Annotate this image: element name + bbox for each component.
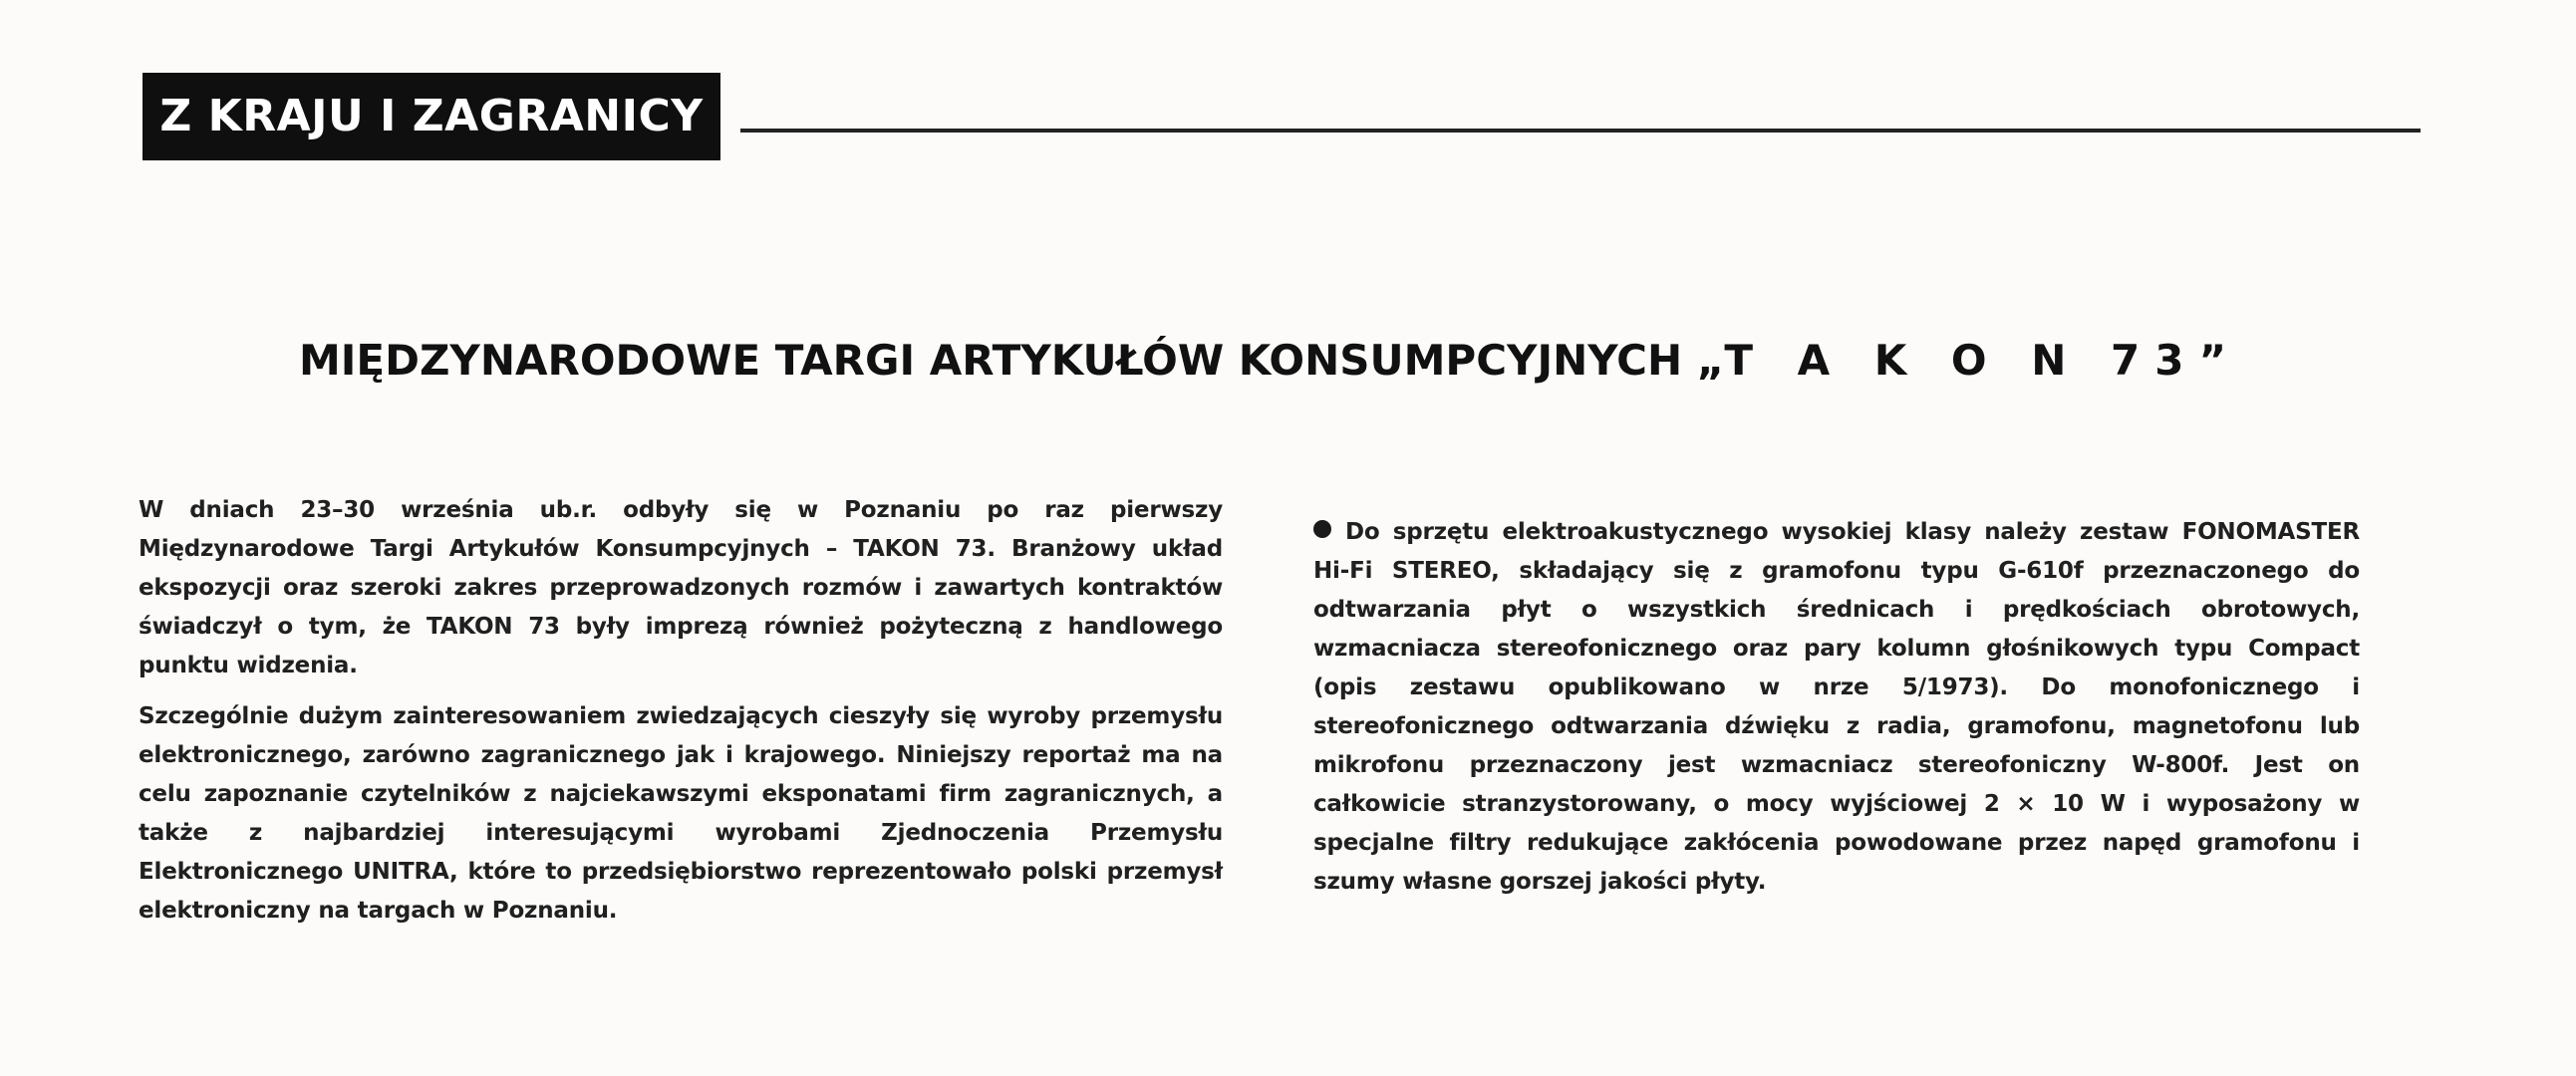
right-paragraph-lead: Do sprzętu elektroakustycznego wysokiej klasy należy zestaw — [1345, 519, 2169, 545]
product-name: FONOMASTER Hi-Fi STEREO, — [1313, 519, 2360, 584]
bullet-icon — [1313, 520, 1331, 538]
article-title-takon: T A K O N 73 — [1724, 336, 2199, 385]
article-title-end: ” — [2198, 336, 2227, 385]
section-label: Z KRAJU I ZAGRANICY — [143, 73, 720, 160]
right-paragraph — [1313, 513, 2360, 902]
left-paragraph-1: W dniach 23–30 września ub.r. odbyły się w Poznaniu po raz pierwszy Międzynarodowe Targi Artykułów Konsumpcyjnych – TAKON 73. Branżowy układ ekspozycji oraz szeroki zakres przeprowadzonych rozmów i zawartych kontraktów świadczył o tym, że TAKON 73 były imprezą również pożyteczną z handlowego punktu widzenia. — [139, 497, 1223, 678]
header-rule — [740, 129, 2421, 133]
article-title-main: MIĘDZYNARODOWE TARGI ARTYKUŁÓW KONSUMPCYJNYCH „ — [299, 336, 1725, 385]
left-paragraph-2: Szczególnie dużym zainteresowaniem zwiedzających cieszyły się wyroby przemysłu elektronicznego, zarówno zagranicznego jak i krajowego. Niniejszy reportaż ma na celu zapoznanie czytelników z najciekawszymi eksponatami firm zagranicznych, a także z najbardziej interesującymi wyrobami Zjednoczenia Przemysłu Elektronicznego UNITRA, które to przedsiębiorstwo reprezentowało polski przemysł elektroniczny na targach w Poznaniu. — [139, 703, 1223, 924]
right-paragraph-rest: składający się z gramofonu typu G-610f przeznaczonego do odtwarzania płyt o wszystkich średnicach i prędkościach obrotowych, wzmacniacza stereofonicznego oraz pary kolumn głośnikowych typu Compact (opis zestawu opublikowano w nrze 5/1973). Do monofonicznego i stereofonicznego odtwarzania dźwięku z radia, gramofonu, magnetofonu lub mikrofonu przeznaczony jest wzmacniacz stereofoniczny W-800f. Jest on całkowicie stranzystorowany, o mocy wyjściowej 2 × 10 W i wyposażony w specjalne filtry redukujące zakłócenia powodowane przez napęd gramofonu i szumy własne gorszej jakości płyty. — [1313, 558, 2360, 895]
right-column — [1313, 513, 2360, 914]
left-column — [139, 491, 1223, 942]
article-title — [299, 321, 2227, 401]
